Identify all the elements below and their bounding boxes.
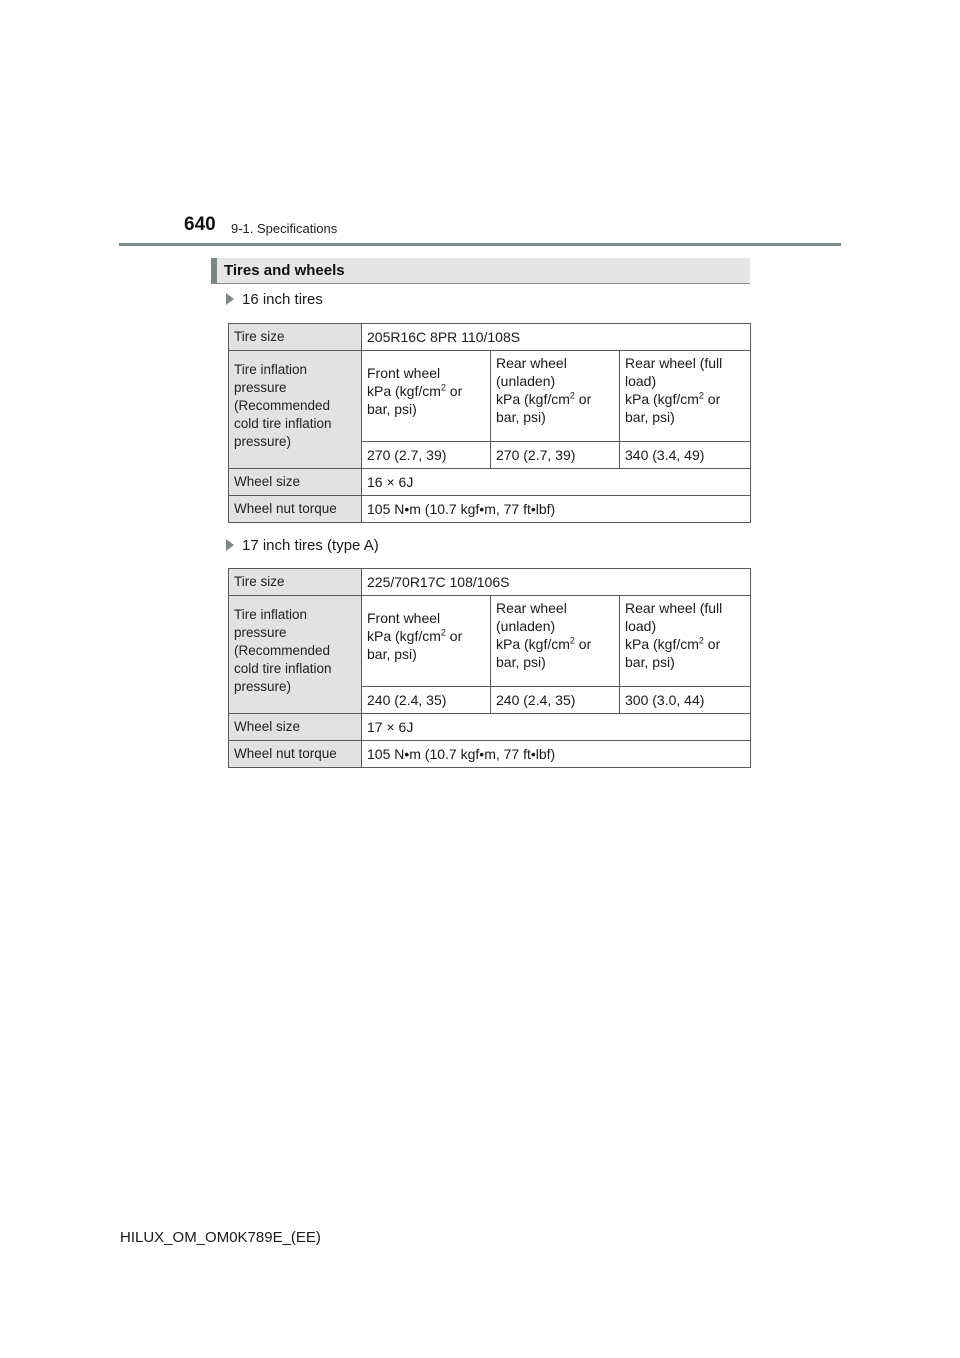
section-title xyxy=(211,258,750,284)
table-row xyxy=(229,351,751,442)
wheel-size-value: 16 × 6J xyxy=(362,469,751,496)
rear-wheel-full-load-header: Rear wheel (full load) kPa ($kgf/cm^2$ or bar, psi) xyxy=(620,351,751,442)
subheading-16-inch xyxy=(226,291,323,308)
section-title-bar xyxy=(211,258,217,283)
table-row xyxy=(229,596,751,687)
wheel-nut-torque-value: 105 N•m (10.7 kgf•m, 77 ft•lbf) xyxy=(362,741,751,768)
table-row xyxy=(229,496,751,523)
triangle-bullet-icon xyxy=(226,539,234,551)
tire-size-label: Tire size xyxy=(229,569,362,596)
rear-wheel-unladen-pressure: 270 (2.7, 39) xyxy=(491,442,620,469)
section-title-text: Tires and wheels xyxy=(224,262,345,279)
wheel-nut-torque-value: 105 N•m (10.7 kgf•m, 77 ft•lbf) xyxy=(362,496,751,523)
rear-wheel-full-load-header: Rear wheel (full load) kPa ($kgf/cm^2$ or bar, psi) xyxy=(620,596,751,687)
rear-wheel-unladen-header: Rear wheel (unladen) kPa ($kgf/cm^2$ or bar, psi) xyxy=(491,596,620,687)
front-wheel-pressure: 240 (2.4, 35) xyxy=(362,687,491,714)
pressure-label: Tire inflation pressure (Recommended cold tire inflation pressure) xyxy=(229,596,362,714)
table-row xyxy=(229,469,751,496)
page-number: 640 xyxy=(184,214,216,235)
front-wheel-pressure: 270 (2.7, 39) xyxy=(362,442,491,469)
wheel-size-label: Wheel size xyxy=(229,469,362,496)
rear-wheel-full-load-pressure: 340 (3.4, 49) xyxy=(620,442,751,469)
table-row xyxy=(229,741,751,768)
subheading-text: 17 inch tires (type A) xyxy=(242,537,379,554)
pressure-label: Tire inflation pressure (Recommended cold tire inflation pressure) xyxy=(229,351,362,469)
chapter-title: 9-1. Specifications xyxy=(231,221,338,236)
wheel-nut-torque-label: Wheel nut torque xyxy=(229,741,362,768)
table-row xyxy=(229,324,751,351)
rear-wheel-unladen-header: Rear wheel (unladen) kPa ($kgf/cm^2$ or bar, psi) xyxy=(491,351,620,442)
document-code: HILUX_OM_OM0K789E_(EE) xyxy=(120,1229,321,1246)
front-wheel-header: Front wheel kPa ($kgf/cm^2$ or bar, psi) xyxy=(362,351,491,442)
tire-size-value: 205R16C 8PR 110/108S xyxy=(362,324,751,351)
table-row xyxy=(229,714,751,741)
wheel-nut-torque-label: Wheel nut torque xyxy=(229,496,362,523)
wheel-size-value: 17 × 6J xyxy=(362,714,751,741)
tire-size-label: Tire size xyxy=(229,324,362,351)
header-rule xyxy=(119,243,841,246)
table-row xyxy=(229,569,751,596)
triangle-bullet-icon xyxy=(226,293,234,305)
rear-wheel-full-load-pressure: 300 (3.0, 44) xyxy=(620,687,751,714)
spec-table-17-inch xyxy=(228,568,751,768)
tire-size-value: 225/70R17C 108/106S xyxy=(362,569,751,596)
front-wheel-header: Front wheel kPa ($kgf/cm^2$ or bar, psi) xyxy=(362,596,491,687)
subheading-17-inch xyxy=(226,537,379,554)
subheading-text: 16 inch tires xyxy=(242,291,323,308)
wheel-size-label: Wheel size xyxy=(229,714,362,741)
rear-wheel-unladen-pressure: 240 (2.4, 35) xyxy=(491,687,620,714)
spec-table-16-inch xyxy=(228,323,751,523)
